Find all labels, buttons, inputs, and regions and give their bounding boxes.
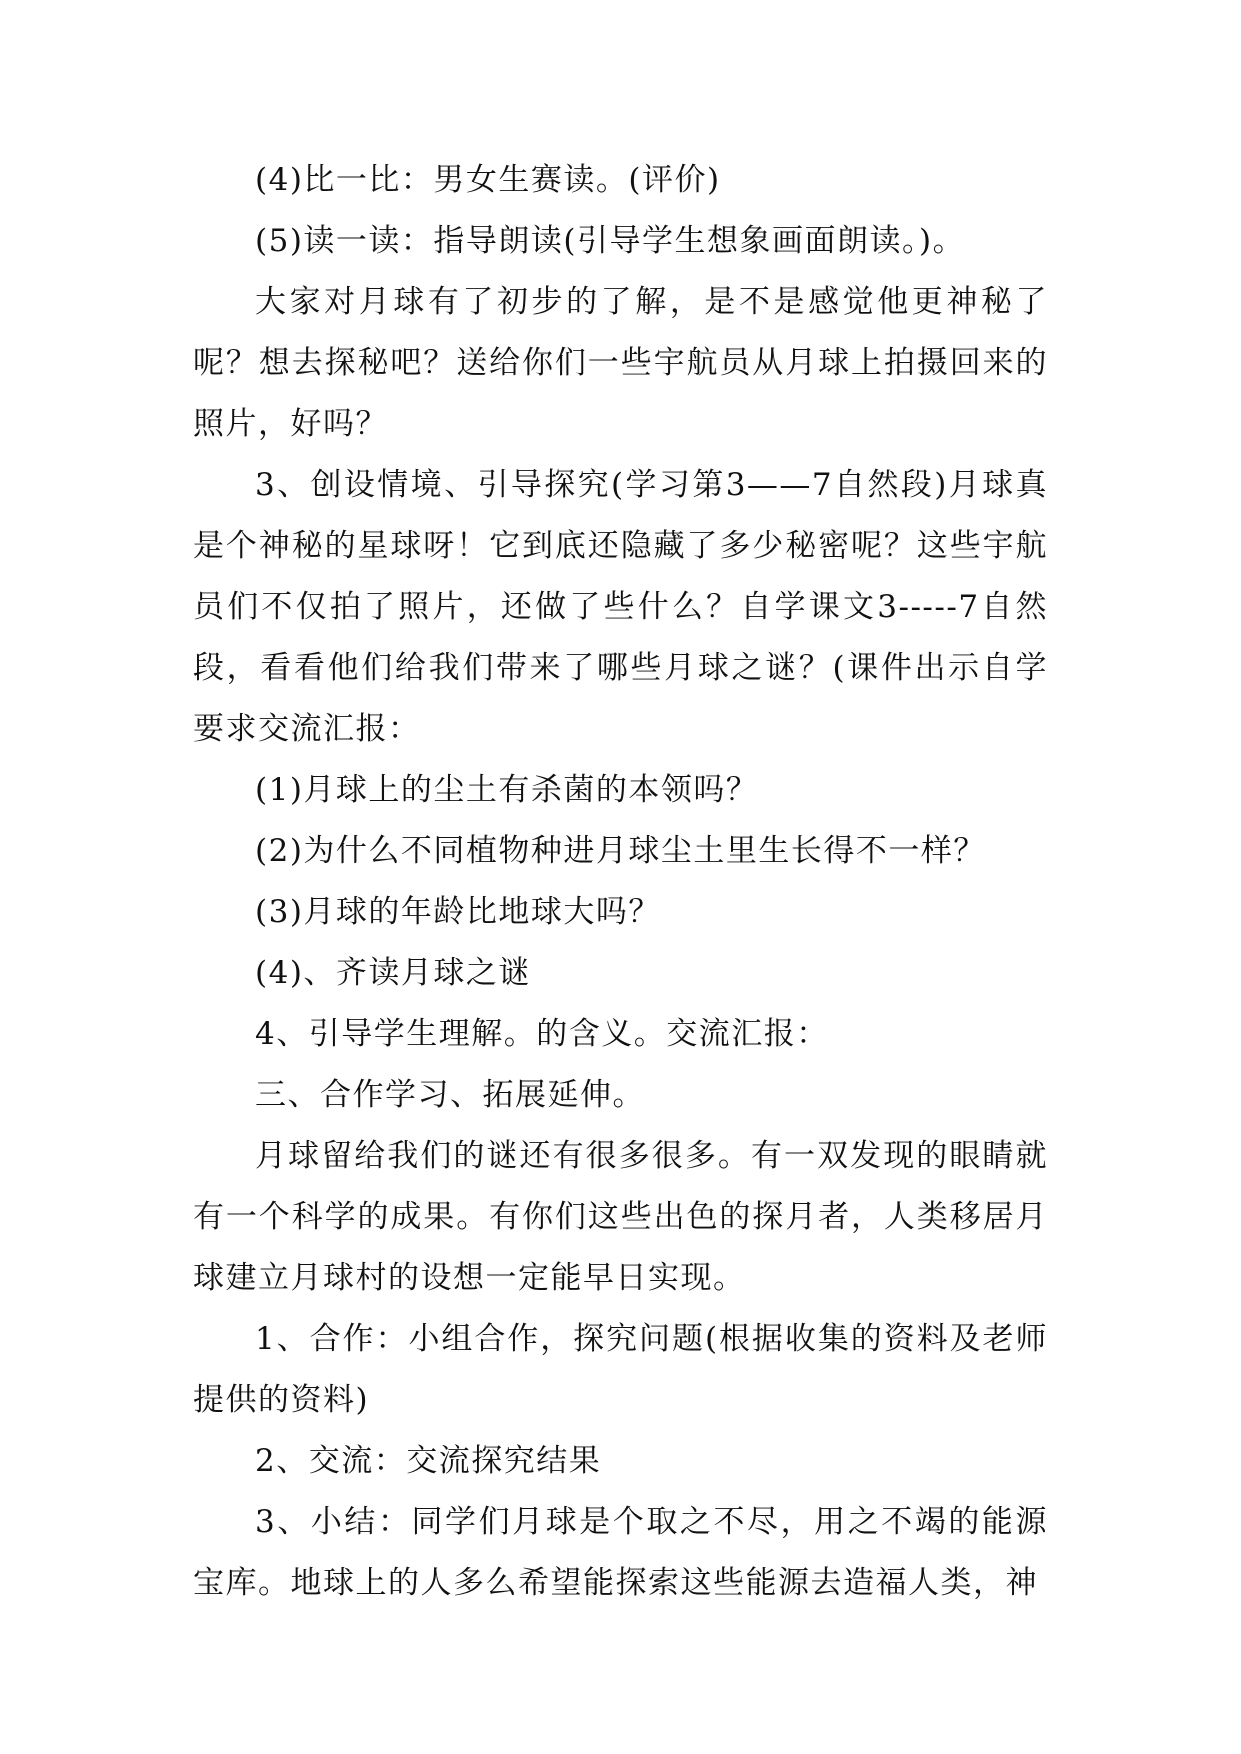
paragraph-question-2: (2)为什么不同植物种进月球尘土里生长得不一样？ (255, 833, 986, 869)
paragraph-question-4: (4)、齐读月球之谜 (255, 955, 531, 991)
paragraph-compare-reading: (4)比一比：男女生赛读。(评价) (255, 162, 721, 198)
paragraph-cooperate: 1、合作：小组合作，探究问题(根据收集的资料及老师提供的资料) (193, 1321, 1048, 1418)
paragraph-explore-section: 3、创设情境、引导探究(学习第3——7自然段)月球真是个神秘的星球呀！它到底还隐藏了多少秘密呢？这些宇航员们不仅拍了照片，还做了些什么？自学课文3-----7自然段，看看他们给我们带来了哪些月球之谜？(课件出示自学要求交流汇报： (193, 467, 1048, 747)
paragraph-exchange: 2、交流：交流探究结果 (255, 1443, 602, 1479)
paragraph-moon-mysteries: 月球留给我们的谜还有很多很多。有一双发现的眼睛就有一个科学的成果。有你们这些出色的探月者，人类移居月球建立月球村的设想一定能早日实现。 (193, 1138, 1048, 1296)
paragraph-read-aloud: (5)读一读：指导朗读(引导学生想象画面朗读。)。 (255, 223, 966, 259)
paragraph-question-1: (1)月球上的尘土有杀菌的本领吗？ (255, 772, 759, 808)
document-body (193, 150, 1048, 1614)
section-heading-cooperative-learning: 三、合作学习、拓展延伸。 (255, 1077, 645, 1113)
paragraph-question-3: (3)月球的年龄比地球大吗？ (255, 894, 661, 930)
paragraph-understanding: 4、引导学生理解。的含义。交流汇报： (255, 1016, 829, 1052)
paragraph-moon-intro: 大家对月球有了初步的了解，是不是感觉他更神秘了呢？想去探秘吧？送给你们一些宇航员从月球上拍摄回来的照片，好吗？ (193, 284, 1048, 442)
paragraph-summary: 3、小结：同学们月球是个取之不尽，用之不竭的能源宝库。地球上的人多么希望能探索这些能源去造福人类，神 (193, 1504, 1048, 1601)
